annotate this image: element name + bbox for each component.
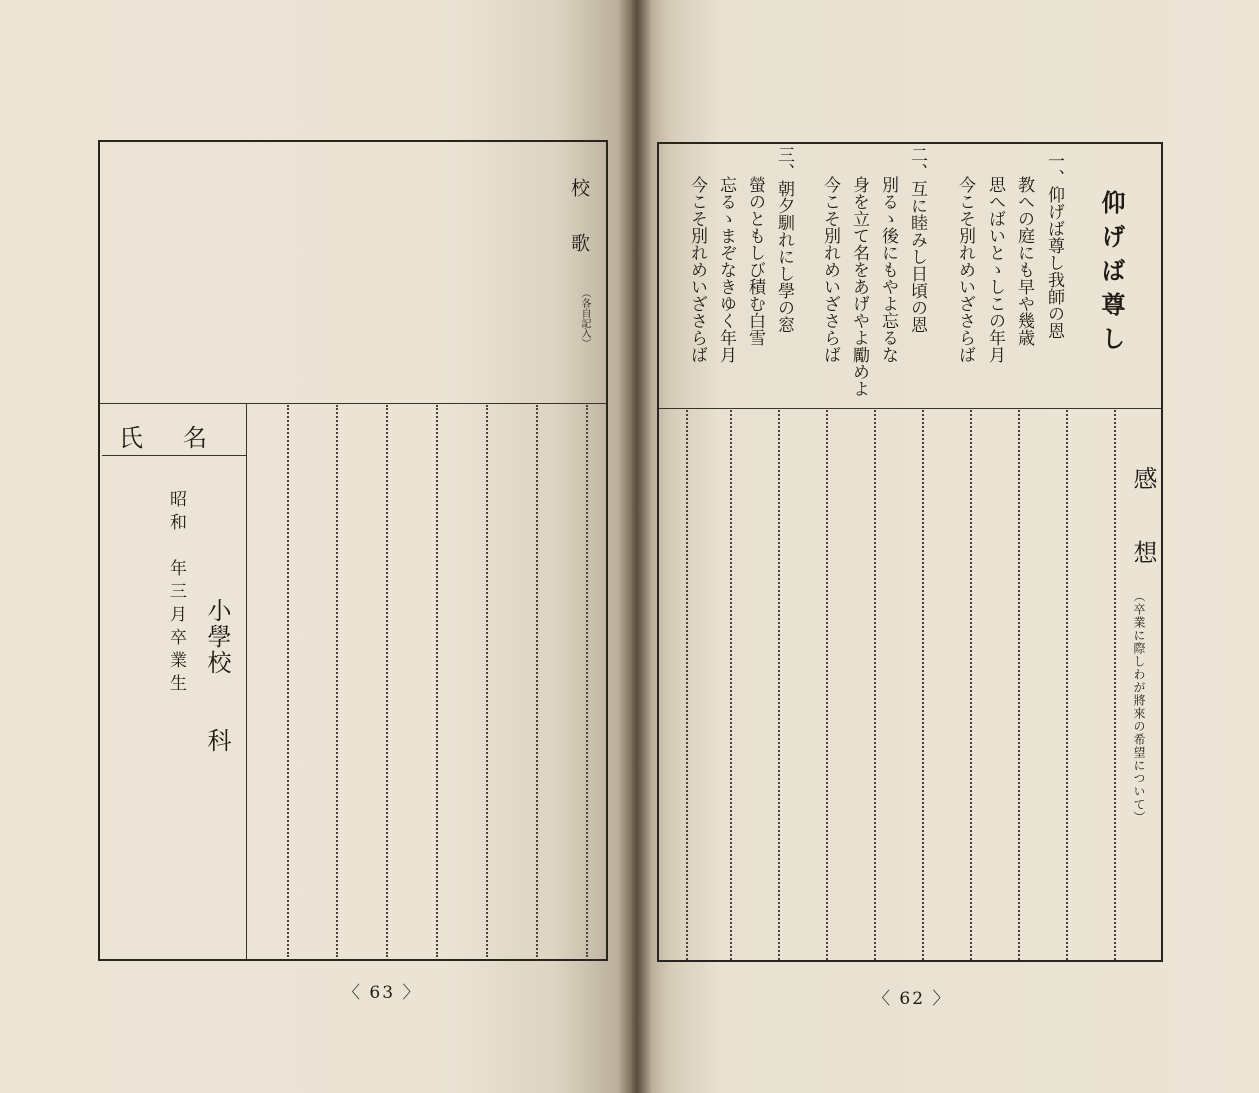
school-song-title: 校歌 bbox=[568, 178, 590, 288]
verse-3-line-3: 忘るゝまぞなきゆく年月 bbox=[716, 176, 736, 363]
writing-line bbox=[586, 405, 588, 957]
impressions-subheading: （卒業に際しわが將來の希望について） bbox=[1132, 590, 1146, 824]
writing-line bbox=[826, 410, 828, 960]
verse-1-line-3: 思へばいとゝしこの年月 bbox=[985, 176, 1005, 363]
writing-line bbox=[1066, 410, 1068, 960]
impressions-heading: 感想 bbox=[1129, 466, 1157, 614]
graduation-era-line: 昭和 年三月卒業生 bbox=[166, 490, 186, 697]
writing-line bbox=[486, 405, 488, 957]
page-number: 〈 63 〉 bbox=[343, 983, 422, 1003]
verse-3-line-2: 螢のともしび積む白雪 bbox=[745, 176, 765, 346]
song-divider bbox=[659, 408, 1161, 409]
verse-3-line-1: 三、朝夕馴れにし學の窓 bbox=[774, 146, 794, 333]
name-section-divider bbox=[246, 403, 247, 959]
verse-1-line-2: 教への庭にも早や幾歳 bbox=[1014, 176, 1034, 346]
writing-line bbox=[536, 405, 538, 957]
writing-line bbox=[922, 410, 924, 960]
writing-line bbox=[1018, 410, 1020, 960]
school-song-divider bbox=[100, 403, 606, 404]
page-number: 〈 62 〉 bbox=[873, 989, 952, 1009]
book-gutter bbox=[618, 0, 652, 1093]
verse-2-line-2: 別るゝ後にもやよ忘るな bbox=[878, 176, 898, 363]
writing-line bbox=[436, 405, 438, 957]
school-song-note: （各自記入） bbox=[579, 288, 590, 348]
writing-line bbox=[336, 405, 338, 957]
writing-line bbox=[686, 410, 688, 960]
verse-2-line-3: 身を立て名をあげやよ勵めよ bbox=[849, 176, 869, 397]
verse-2-line-4: 今こそ別れめいざさらば bbox=[820, 176, 840, 363]
writing-line bbox=[1114, 410, 1116, 960]
verse-1-line-1: 一、仰げば尊し我師の恩 bbox=[1044, 152, 1064, 339]
name-label-divider bbox=[102, 455, 246, 456]
verse-3-line-4: 今こそ別れめいざさらば bbox=[687, 176, 707, 363]
writing-line bbox=[386, 405, 388, 957]
verse-2-line-1: 二、互に睦みし日頃の恩 bbox=[907, 146, 927, 333]
school-name-line: 小學校 科 bbox=[203, 598, 231, 754]
writing-line bbox=[287, 405, 289, 957]
song-title: 仰げば尊し bbox=[1097, 190, 1126, 360]
writing-line bbox=[730, 410, 732, 960]
name-label: 氏名 bbox=[119, 424, 247, 452]
verse-1-line-4: 今こそ別れめいざさらば bbox=[955, 176, 975, 363]
writing-line bbox=[970, 410, 972, 960]
writing-line bbox=[778, 410, 780, 960]
writing-line bbox=[874, 410, 876, 960]
